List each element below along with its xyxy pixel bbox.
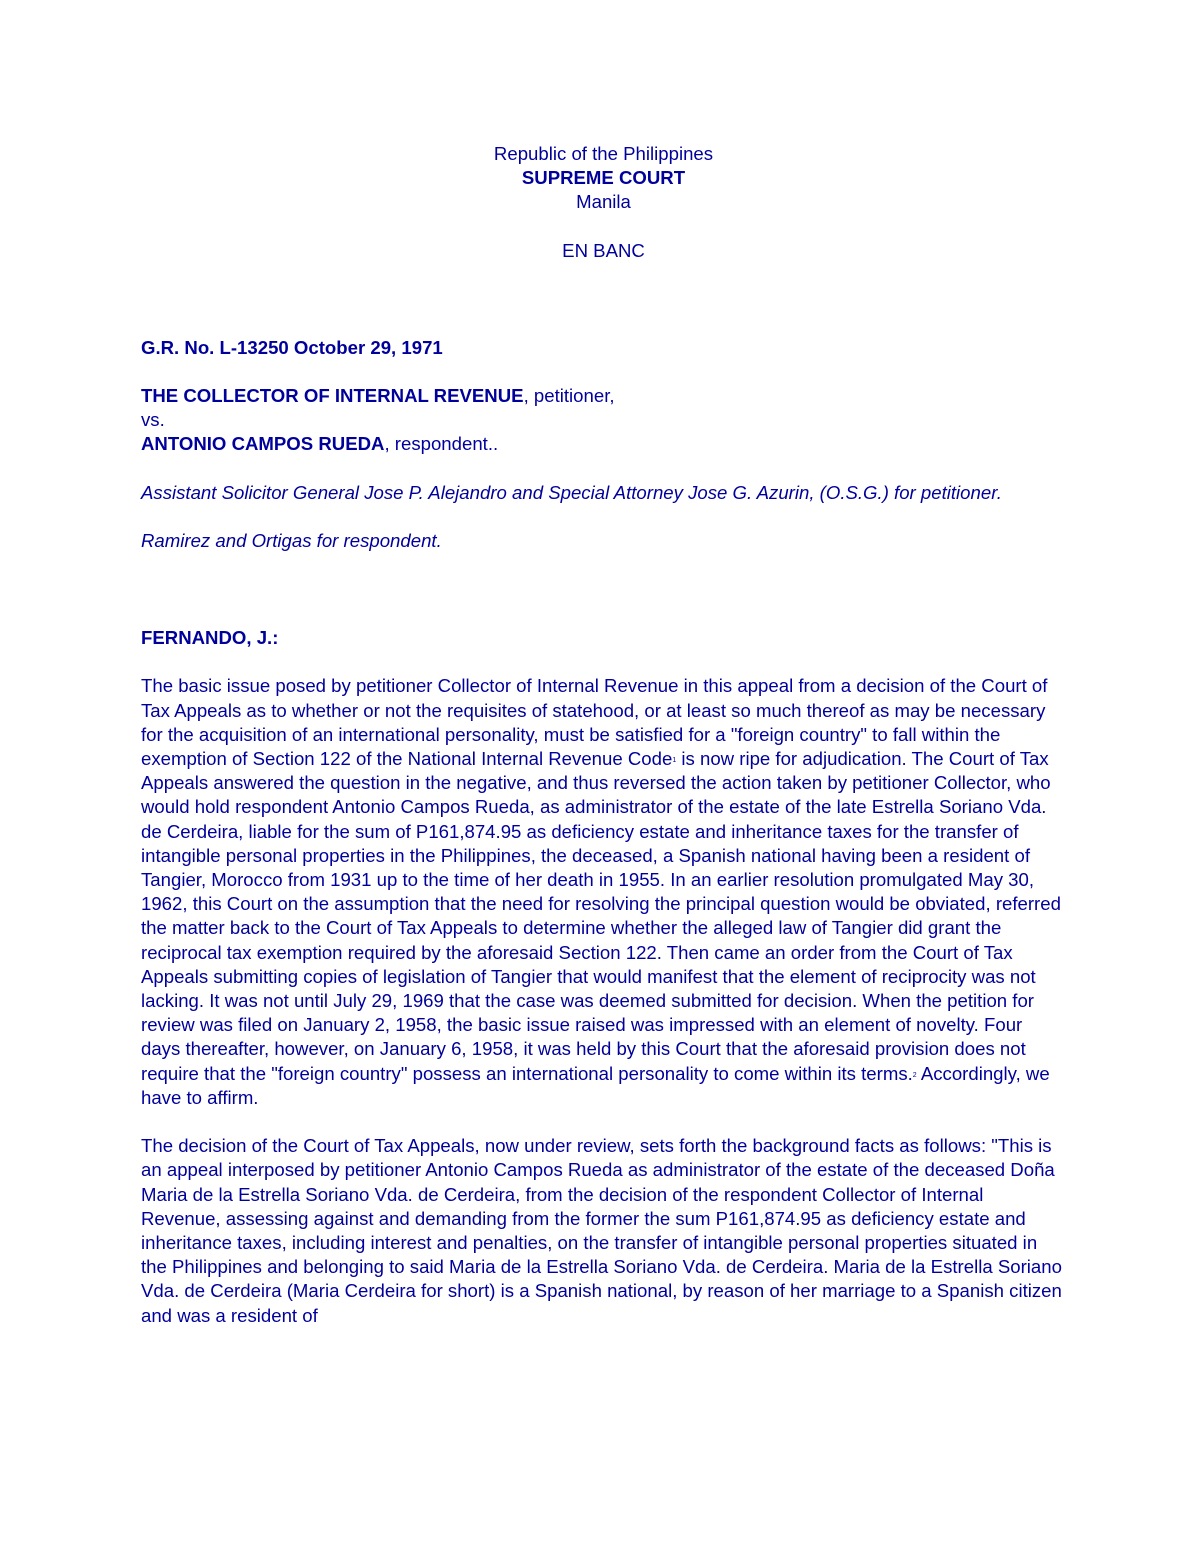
footnote-marker-2[interactable]: 2 <box>912 1071 917 1079</box>
paragraph-1-part-b: is now ripe for adjudication. The Court of Tax Appeals answered the question in the negative, and thus reversed the action taken by petitioner Collector, who would hold respondent Antonio Campos Rueda, as administrator of the estate of the late Estrella Soriano Vda. de Cerdeira, liable for the sum of P161,874.95 as deficiency estate and inheritance taxes for the transfer of intangible personal properties in the Philippines, the deceased, a Spanish national having been a resident of Tangier, Morocco from 1931 up to the time of her death in 1955. In an earlier resolution promulgated May 30, 1962, this Court on the assumption that the need for resolving the principal question would be obviated, referred the matter back to the Court of Tax Appeals to determine whether the alleged law of Tangier did grant the reciprocal tax exemption required by the aforesaid Section 122. Then came an order from the Court of Tax Appeals submitting copies of legislation of Tangier that would manifest that the element of reciprocity was not lacking. It was not until July 29, 1969 that the case was deemed submitted for decision. When the petition for review was filed on January 2, 1958, the basic issue raised was impressed with an element of novelty. Four days thereafter, however, on January 6, 1958, it was held by this Court that the aforesaid provision does not require that the "foreign country" possess an international personality to come within its terms. <box>141 747 1061 1084</box>
respondent-role: , respondent.. <box>384 433 499 455</box>
respondent-counsel: Ramirez and Ortigas for respondent. <box>141 530 442 552</box>
body-paragraph-1 <box>141 674 1066 1110</box>
versus-label: vs. <box>141 409 165 431</box>
ponente: FERNANDO, J.: <box>141 626 279 648</box>
court-header <box>141 142 1066 263</box>
document-page <box>141 142 1066 1328</box>
paragraph-1-part-c: Accordingly, we have to affirm. <box>141 1062 1050 1108</box>
paragraph-1-part-a: The basic issue posed by petitioner Collector of Internal Revenue in this appeal from a decision of the Court of Tax Appeals as to whether or not the requisites of statehood, or at least so much thereof as may be necessary for the acquisition of an international personality, must be satisfied for a "foreign country" to fall within the exemption of Section 122 of the National Internal Revenue Code <box>141 675 1048 769</box>
petitioner-role: , petitioner, <box>523 384 615 406</box>
case-number: G.R. No. L-13250 October 29, 1971 <box>141 336 443 358</box>
footnote-marker-1[interactable]: 1 <box>672 756 677 764</box>
republic-line: Republic of the Philippines <box>493 143 714 164</box>
petitioner-counsel: Assistant Solicitor General Jose P. Alejandro and Special Attorney Jose G. Azurin, (O.S.G.) for petitioner. <box>141 481 1002 503</box>
court-city: Manila <box>576 191 631 213</box>
court-name: SUPREME COURT <box>521 167 686 189</box>
respondent-name: ANTONIO CAMPOS RUEDA <box>141 433 385 455</box>
case-parties <box>141 384 1066 457</box>
court-division: EN BANC <box>562 239 645 261</box>
body-paragraph-2: The decision of the Court of Tax Appeals, now under review, sets forth the background facts as follows: "This is an appeal interposed by petitioner Antonio Campos Rueda as administrator of the estate of the deceased Doña Maria de la Estrella Soriano Vda. de Cerdeira, from the decision of the respondent Collector of Internal Revenue, assessing against and demanding from the former the sum P161,874.95 as deficiency estate and inheritance taxes, including interest and penalties, on the transfer of intangible personal properties situated in the Philippines and belonging to said Maria de la Estrella Soriano Vda. de Cerdeira. Maria de la Estrella Soriano Vda. de Cerdeira (Maria Cerdeira for short) is a Spanish national, by reason of her marriage to a Spanish citizen and was a resident of <box>141 1135 1062 1326</box>
petitioner-name: THE COLLECTOR OF INTERNAL REVENUE <box>141 384 524 406</box>
